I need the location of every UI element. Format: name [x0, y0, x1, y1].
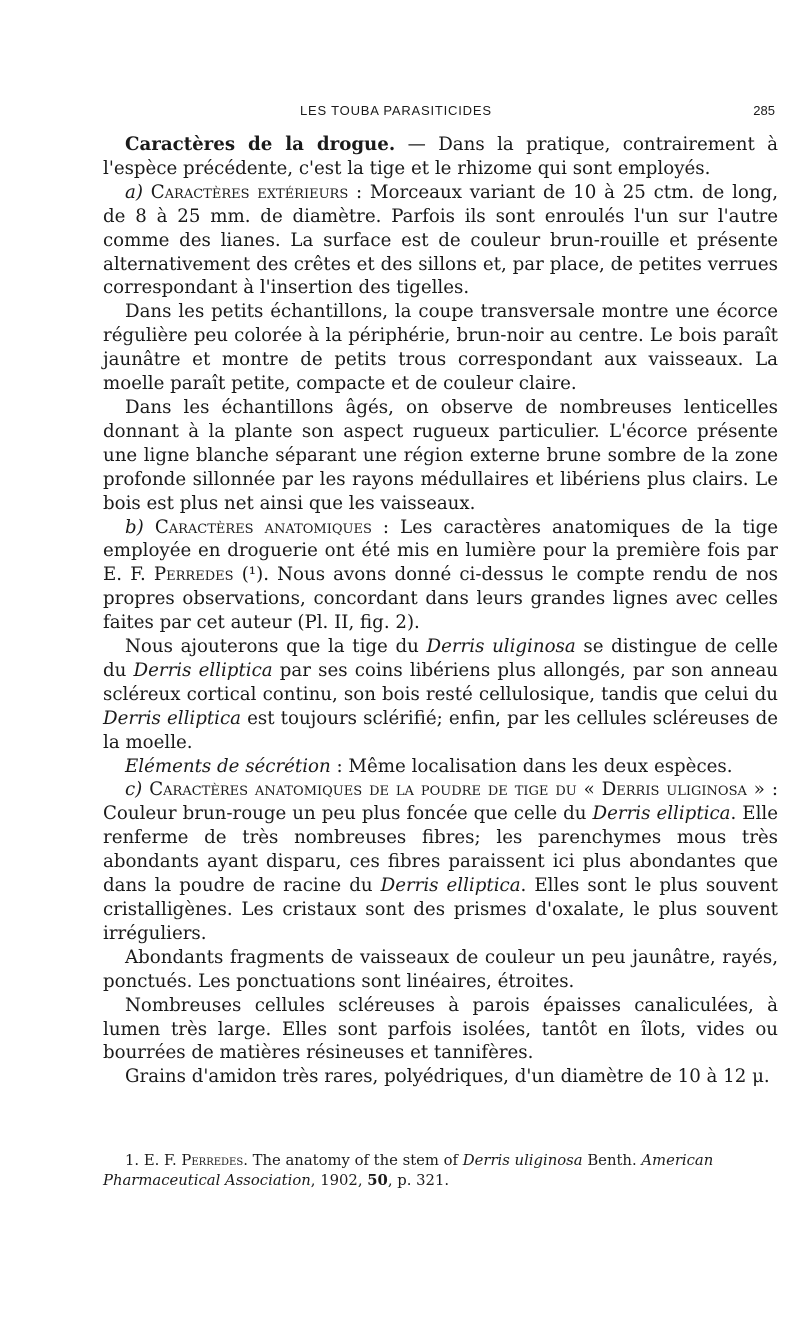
- author-name: Perredes: [153, 564, 234, 586]
- species-name: Derris elliptica: [103, 707, 242, 729]
- paragraph-text: par ses coins libériens plus allongés, par son anneau scléreux cortical continu, son bois resté cellulosique, tandis que celui du: [103, 659, 778, 705]
- section-heading: Caractères de la drogue.: [125, 134, 396, 155]
- footnote-reference: (¹): [241, 564, 264, 586]
- author-name: Perredes: [181, 1152, 244, 1169]
- footnote-segment: , p. 321.: [387, 1172, 450, 1189]
- species-name: Derris elliptica: [592, 803, 731, 825]
- paragraph-text: : Même localisation dans les deux espèces.: [330, 755, 733, 777]
- paragraph-starch-grains: [103, 1065, 778, 1089]
- volume-number: 50: [367, 1172, 388, 1189]
- paragraph-powder-characters: [103, 778, 778, 945]
- footnote-text: [103, 1151, 778, 1191]
- subsection-heading: Caractères extérieurs: [150, 181, 349, 203]
- paragraph-text: . Elle renferme de très nombreuses fibres; les parenchymes mous très abondants ayant disparu, ces fibres paraissent ici plus abondantes que dans la poudre de racine du: [103, 803, 778, 897]
- footnote-segment: , 1902,: [310, 1172, 368, 1189]
- list-marker: c): [125, 779, 143, 801]
- list-marker: a): [125, 181, 143, 203]
- page-number: 285: [753, 103, 775, 118]
- paragraph-external-characters: [103, 181, 778, 301]
- species-name: Derris elliptica: [380, 875, 521, 897]
- journal-name: American Pharmaceutical Association: [103, 1152, 714, 1189]
- paragraph-text: : Couleur brun-rouge un peu plus foncée que celle du: [103, 779, 778, 825]
- list-marker: b): [125, 516, 144, 538]
- paragraph-text: . Nous avons donné ci-dessus le compte rendu de nos propres observations, concordant dans leurs grandes lignes avec celles faites par cet auteur (Pl. II, fig. 2).: [103, 564, 778, 634]
- footnote-segment: Benth.: [582, 1152, 642, 1169]
- paragraph-text: Nombreuses cellules scléreuses à parois épaisses canaliculées, à lumen très large. Elles sont parfois isolées, tantôt en îlots, vides ou bourrées de matières résineuses et tannifères.: [103, 994, 778, 1064]
- footnote-number: 1. E. F.: [125, 1152, 182, 1169]
- paragraph-text: Dans les petits échantillons, la coupe transversale montre une écorce régulière peu colorée à la périphérie, brun-noir au centre. Le bois paraît jaunâtre et montre de petits trous correspondant aux vaisseaux. La moelle paraît petite, compacte et de couleur claire.: [103, 301, 778, 395]
- paragraph-text: se distingue de celle du: [103, 636, 778, 681]
- paragraph-vessels: [103, 946, 778, 994]
- subsection-heading: Caractères anatomiques: [154, 516, 372, 538]
- paragraph-text: . Elles sont le plus souvent cristalligènes. Les cristaux sont des prismes d'oxalate, le plus souvent irréguliers.: [103, 875, 778, 944]
- paragraph-text: : Morceaux variant de 10 à 25 ctm. de long, de 8 à 25 mm. de diamètre. Parfois ils sont enroulés l'un sur l'autre comme des lianes. La surface est de couleur brun-rouille et présente alternativement des crêtes et des sillons et, par place, de petites verrues correspondant à l'insertion des tigelles.: [103, 181, 778, 299]
- paragraph-text: Nous ajouterons que la tige du: [125, 636, 427, 658]
- footnote-segment: . The anatomy of the stem of: [243, 1152, 463, 1169]
- paragraph-text: est toujours sclérifié; enfin, par les cellules scléreuses de la moelle.: [103, 707, 778, 753]
- paragraph-sclerous-cells: [103, 994, 778, 1066]
- species-name: Derris uliginosa: [426, 636, 576, 658]
- subsection-heading: Eléments de sécrétion: [125, 755, 331, 777]
- body-text: [103, 133, 778, 1089]
- paragraph-text: Abondants fragments de vaisseaux de couleur un peu jaunâtre, rayés, ponctués. Les ponctuations sont linéaires, étroites.: [103, 946, 778, 992]
- paragraph-drug-characters: [103, 133, 778, 181]
- paragraph-old-samples: [103, 396, 778, 516]
- species-name: Derris uliginosa: [462, 1152, 583, 1169]
- paragraph-text: Grains d'amidon très rares, polyédriques, d'un diamètre de 10 à 12 μ.: [125, 1066, 770, 1088]
- paragraph-anatomical-characters: [103, 516, 778, 636]
- paragraph-comparison: [103, 635, 778, 755]
- footnote: [103, 1151, 778, 1191]
- paragraph-text: — Dans la pratique, contrairement à l'espèce précédente, c'est la tige et le rhizome qui sont employés.: [103, 134, 779, 179]
- paragraph-small-samples: [103, 300, 778, 396]
- paragraph-text: Dans les échantillons âgés, on observe de nombreuses lenticelles donnant à la plante son aspect rugueux particulier. L'écorce présente une ligne blanche séparant une région externe brune sombre de la zone profonde sillonnée par les rayons médullaires et libériens plus clairs. Le bois est plus net ainsi que les vaisseaux.: [103, 396, 778, 514]
- species-name: Derris elliptica: [133, 659, 273, 681]
- page-header: [0, 103, 800, 123]
- running-title: LES TOUBA PARASITICIDES: [300, 103, 492, 118]
- paragraph-secretion: [103, 755, 778, 779]
- subsection-heading: Caractères anatomiques de la poudre de tige du « Derris uliginosa »: [149, 779, 765, 801]
- paragraph-text: : Les caractères anatomiques de la tige employée en droguerie ont été mis en lumière pour la première fois par E. F.: [103, 516, 778, 586]
